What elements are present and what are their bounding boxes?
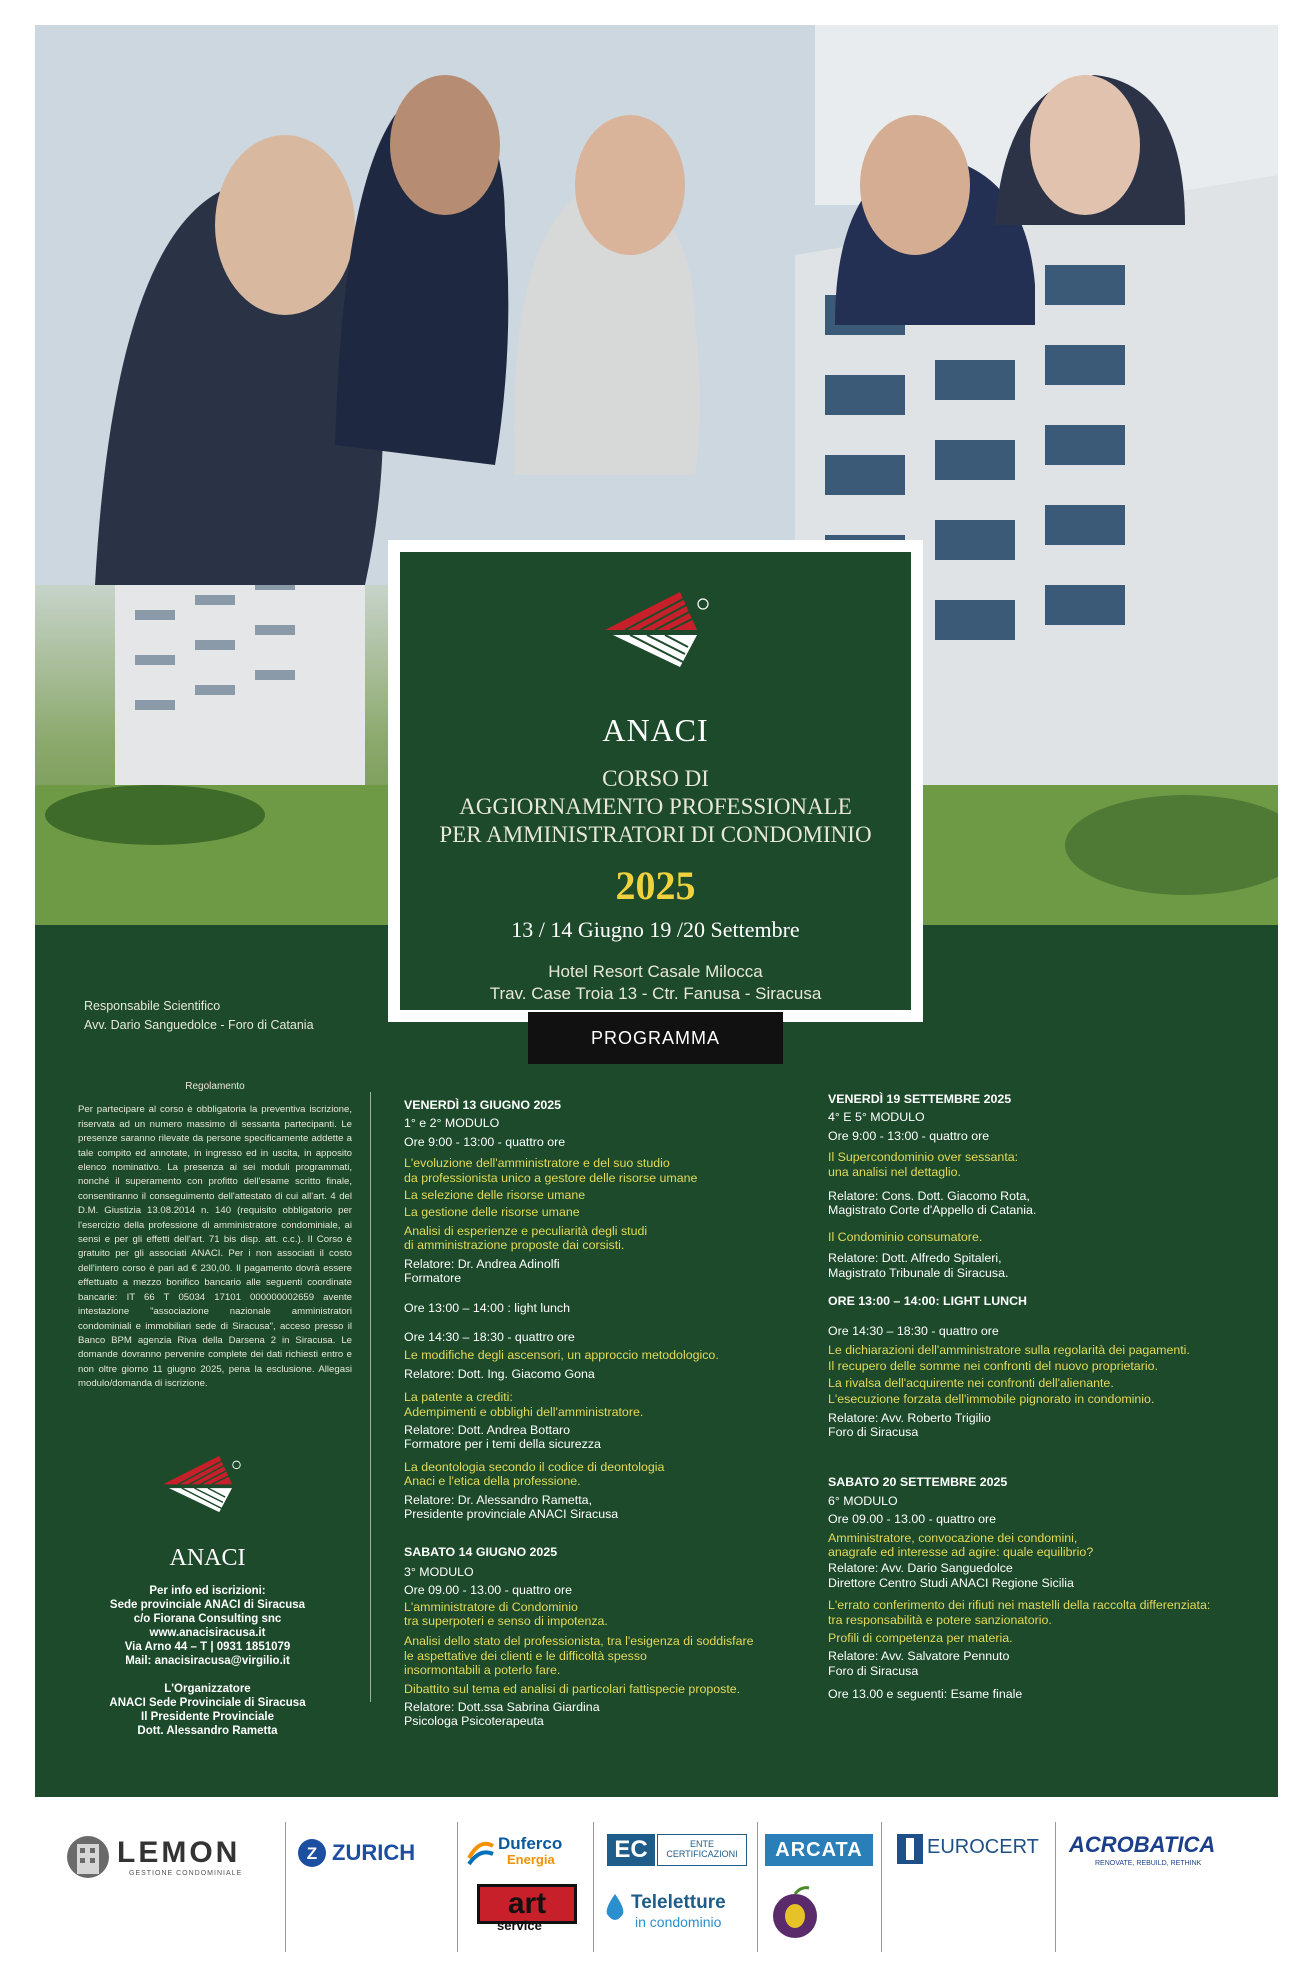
info-line: Dott. Alessandro Rametta [137, 1725, 278, 1737]
program-line: VENERDÌ 19 SETTEMBRE 2025 [828, 1092, 1012, 1106]
column-divider [370, 1092, 371, 1702]
program-line: Relatore: Avv. Dario Sanguedolce [828, 1561, 1013, 1576]
program-line: Le dichiarazioni dell'amministratore sulla regolarità dei pagamenti. [828, 1342, 1190, 1357]
info-line: c/o Fiorana Consulting snc [133, 1613, 282, 1625]
program-spacer [828, 1678, 1210, 1687]
program-line: Ore 09.00 - 13.00 - quattro ore [828, 1512, 997, 1527]
program-line: Presidente provinciale ANACI Siracusa [404, 1506, 619, 1521]
program-spacer [404, 1381, 754, 1390]
duferco-subtitle: Energia [507, 1852, 555, 1867]
program-line: Relatore: Dr. Alessandro Rametta, [404, 1492, 593, 1507]
program-line: Relatore: Cons. Dott. Giacomo Rota, [828, 1189, 1030, 1204]
art-service-logo: art [477, 1884, 577, 1924]
regolamento-title: Regolamento [185, 1081, 245, 1092]
program-line: Relatore: Avv. Roberto Trigilio [828, 1410, 991, 1425]
program-line: L'evoluzione dell'amministratore e del suo studio [404, 1156, 670, 1171]
ec-sub-line2: CERTIFICAZIONI [666, 1849, 738, 1859]
course-title-line3: PER AMMINISTRATORI DI CONDOMINIO [439, 822, 872, 847]
program-line: Ore 9:00 - 13:00 - quattro ore [404, 1134, 566, 1149]
eurocert-icon [897, 1834, 923, 1864]
program-column-june [404, 1098, 754, 1729]
program-line: le aspettative dei clienti e le difficoltà spesso [404, 1648, 647, 1663]
program-line: La patente a crediti: [404, 1390, 513, 1405]
program-line: Amministratore, convocazione dei condomini, [828, 1530, 1078, 1545]
program-line: Relatore: Dr. Andrea Adinolfi [404, 1256, 560, 1271]
program-line: Dibattito sul tema ed analisi di particolari fattispecie proposte. [404, 1681, 741, 1696]
program-line: VENERDÌ 13 GIUGNO 2025 [404, 1098, 562, 1112]
program-spacer [828, 1179, 1210, 1189]
program-line: 6° MODULO [828, 1493, 898, 1508]
program-line: 1° e 2° MODULO [404, 1116, 500, 1131]
program-line: SABATO 20 SETTEMBRE 2025 [828, 1475, 1008, 1490]
program-spacer [828, 1439, 1210, 1475]
info-line: Per info ed iscrizioni: [149, 1585, 266, 1597]
program-line: La gestione delle risorse umane [404, 1205, 580, 1220]
eurocert-logo: EUROCERT [927, 1836, 1039, 1858]
course-title-line2: AGGIORNAMENTO PROFESSIONALE [459, 794, 852, 819]
info-contacts [80, 1584, 335, 1738]
program-line: L'amministratore di Condominio [404, 1599, 578, 1614]
sponsor-separator [457, 1822, 458, 1952]
arcata-logo: ARCATA [765, 1834, 873, 1866]
anaci-brand: ANACI [602, 712, 709, 748]
sponsor-separator [757, 1822, 758, 1952]
info-line: Il Presidente Provinciale [141, 1711, 274, 1723]
info-line: ANACI Sede Provinciale di Siracusa [109, 1697, 306, 1709]
regolamento-text: Per partecipare al corso è obbligatoria la preventiva iscrizione, riservata ad un numero massimo di sessanta partecipanti. Le presenze saranno rilevate da persone specificamente addette a tale compito ed annotate, in ingresso ed in uscita, in apposito elenco nominativo. La presenza ai sei moduli programmati, nonché il superamento con profitto dell'esame scritto finale, consentiranno il conseguimento dell'attestato di cui all'art. 4 del D.M. Giustizia 13.08.2014 n. 140 (requisito obbligatorio per l'esercizio della professione di amministratore condominiale, ai sensi e per gli effetti dell'art. 71 bis disp. att. c.c.). Il Corso è gratuito per gli associati ANACI. Per i non associati il costo dell'intero corso è pari ad € 230,00. Il pagamento dovrà essere effettuato a mezzo bonifico bancario alle seguenti coordinate bancarie: IT 66 T 05034 17101 000000002659 avente intestazione "associazione nazionale amministratori condominiali e immobiliari sede di Siracusa", acceso presso il Banco BPM agenzia Riva della Darsena 2 in Siracusa. Le domande dovranno pervenire complete dei dati richiesti entro e non oltre giorno 11 giugno 2025, pena la esclusione. Allegasi modulo/domanda di iscrizione. [78, 1104, 352, 1390]
teleletture-subtitle: in condominio [635, 1914, 722, 1930]
program-line: Relatore: Dott. Alfredo Spitaleri, [828, 1251, 1002, 1266]
lemon-subtitle: GESTIONE CONDOMINIALE [129, 1870, 243, 1877]
program-line: Relatore: Dott. Ing. Giacomo Gona [404, 1366, 595, 1381]
program-line: La deontologia secondo il codice di deontologia [404, 1459, 665, 1474]
regolamento [78, 1080, 352, 1392]
program-spacer [404, 1316, 754, 1330]
program-line: ORE 13:00 – 14:00: LIGHT LUNCH [828, 1294, 1027, 1309]
program-line: Magistrato Tribunale di Siracusa. [828, 1265, 1009, 1280]
program-line: Il Supercondominio over sessanta: [828, 1150, 1019, 1165]
program-line: Ore 14:30 – 18:30 - quattro ore [828, 1324, 999, 1339]
program-line: tra responsabilità e potere sanzionatorio. [828, 1612, 1052, 1627]
sponsor-separator [285, 1822, 286, 1952]
venue-address: Trav. Case Troia 13 - Ctr. Fanusa - Siracusa [489, 984, 822, 1003]
program-line: Anaci e l'etica della professione. [404, 1474, 581, 1489]
title-box [388, 540, 923, 1022]
venue-name: Hotel Resort Casale Milocca [548, 962, 763, 981]
program-line: insormontabili a poterlo fare. [404, 1663, 561, 1678]
program-spacer [404, 1149, 754, 1156]
zurich-icon [297, 1838, 327, 1868]
lemon-logo: LEMON [117, 1836, 241, 1869]
teleletture-logo: Teleletture [631, 1892, 726, 1913]
duferco-logo: Duferco [498, 1834, 563, 1853]
info-website[interactable]: www.anacisiracusa.it [149, 1627, 266, 1639]
program-line: Le modifiche degli ascensori, un approccio metodologico. [404, 1348, 719, 1363]
ec-subtitle [657, 1834, 747, 1866]
sponsor-separator [1055, 1822, 1056, 1952]
info-line: Via Arno 44 – T | 0931 1851079 [124, 1641, 291, 1653]
program-line: Ore 13.00 e seguenti: Esame finale [828, 1687, 1023, 1702]
lemon-building-icon [65, 1834, 111, 1880]
program-line: Foro di Siracusa [828, 1424, 919, 1439]
program-line: Psicologa Psicoterapeuta [404, 1714, 544, 1729]
responsabile-scientifico [84, 997, 314, 1035]
program-line: Profili di competenza per materia. [828, 1630, 1013, 1645]
program-line: Analisi di esperienze e peculiarità degli studi [404, 1223, 648, 1238]
program-line: Direttore Centro Studi ANACI Regione Sicilia [828, 1575, 1074, 1590]
program-spacer [828, 1218, 1210, 1230]
program-line: una analisi nel dettaglio. [828, 1164, 961, 1179]
acrobatica-logo: ACROBATICA [1069, 1832, 1216, 1857]
program-spacer [404, 1285, 754, 1301]
program-line: Magistrato Corte d'Appello di Catania. [828, 1203, 1037, 1218]
responsabile-label: Responsabile Scientifico [84, 999, 221, 1013]
program-spacer [404, 1521, 754, 1545]
program-line: Relatore: Dott.ssa Sabrina Giardina [404, 1700, 600, 1714]
info-email[interactable]: Mail: anacisiracusa@virgilio.it [125, 1655, 290, 1667]
program-spacer [404, 1452, 754, 1460]
zurich-logo: ZURICH [332, 1840, 416, 1865]
duferco-icon [465, 1836, 495, 1866]
program-line: Analisi dello stato del professionista, tra l'esigenza di soddisfare [404, 1634, 754, 1649]
program-column-september [828, 1092, 1210, 1702]
program-spacer [828, 1590, 1210, 1598]
info-spacer [80, 1668, 335, 1682]
program-line: 4° E 5° MODULO [828, 1110, 925, 1125]
program-line: 3° MODULO [404, 1564, 474, 1579]
program-line: SABATO 14 GIUGNO 2025 [404, 1545, 558, 1560]
program-line: tra superpoteri e senso di impotenza. [404, 1613, 608, 1628]
program-spacer [828, 1143, 1210, 1150]
responsabile-name: Avv. Dario Sanguedolce - Foro di Catania [84, 1018, 314, 1032]
water-drop-icon [603, 1892, 627, 1922]
sponsor-bar [35, 1822, 1278, 1972]
program-line: Ore 9:00 - 13:00 - quattro ore [828, 1128, 990, 1143]
program-spacer [828, 1244, 1210, 1251]
program-spacer [828, 1280, 1210, 1294]
program-line: Ore 14:30 – 18:30 - quattro ore [404, 1329, 575, 1344]
course-dates: 13 / 14 Giugno 19 /20 Settembre [511, 917, 800, 942]
program-line: Relatore: Avv. Salvatore Pennuto [828, 1649, 1010, 1664]
program-line: Adempimenti e obblighi dell'amministratore. [404, 1404, 644, 1419]
program-line: Foro di Siracusa [828, 1663, 919, 1678]
plum-icon [765, 1882, 825, 1942]
program-line: Formatore [404, 1271, 462, 1286]
program-line: Relatore: Dott. Andrea Bottaro [404, 1422, 570, 1437]
program-line: Il recupero delle somme nei confronti del nuovo proprietario. [828, 1359, 1158, 1374]
program-line: da professionista unico a gestore delle risorse umane [404, 1170, 698, 1185]
info-line: L'Organizzatore [164, 1683, 251, 1695]
svg-text:Z: Z [306, 1844, 318, 1863]
program-line: Formatore per i temi della sicurezza [404, 1437, 601, 1452]
program-line: Ore 09.00 - 13.00 - quattro ore [404, 1583, 573, 1598]
sponsor-separator [881, 1822, 882, 1952]
ec-logo: EC [607, 1834, 655, 1866]
program-spacer [828, 1308, 1210, 1324]
sponsor-separator [593, 1822, 594, 1952]
anaci-logo-icon [605, 592, 725, 667]
program-line: La selezione delle risorse umane [404, 1188, 586, 1203]
anaci-logo-small-icon [163, 1455, 253, 1513]
program-line: La rivalsa dell'acquirente nei confronti dell'alienante. [828, 1375, 1114, 1390]
course-title-line1: CORSO DI [602, 766, 709, 791]
anaci-brand-small: ANACI [169, 1545, 246, 1571]
program-line: di amministrazione proposte dai corsisti. [404, 1238, 625, 1253]
program-line: L'errato conferimento dei rifiuti nei mastelli della raccolta differenziata: [828, 1598, 1211, 1613]
acrobatica-subtitle: RENOVATE, REBUILD, RETHINK [1095, 1860, 1202, 1867]
program-line: L'esecuzione forzata dell'immobile pignorato in condominio. [828, 1392, 1155, 1407]
program-line: anagrafe ed interesse ad agire: quale equilibrio? [828, 1544, 1094, 1559]
course-year: 2025 [615, 863, 696, 908]
art-service-subtitle: service [497, 1918, 542, 1933]
programma-label: PROGRAMMA [528, 1012, 783, 1064]
ec-sub-line1: ENTE [689, 1839, 714, 1849]
program-line: Ore 13:00 – 14:00 : light lunch [404, 1301, 571, 1316]
info-line: Sede provinciale ANACI di Siracusa [109, 1599, 306, 1611]
program-line: Il Condominio consumatore. [828, 1229, 983, 1244]
